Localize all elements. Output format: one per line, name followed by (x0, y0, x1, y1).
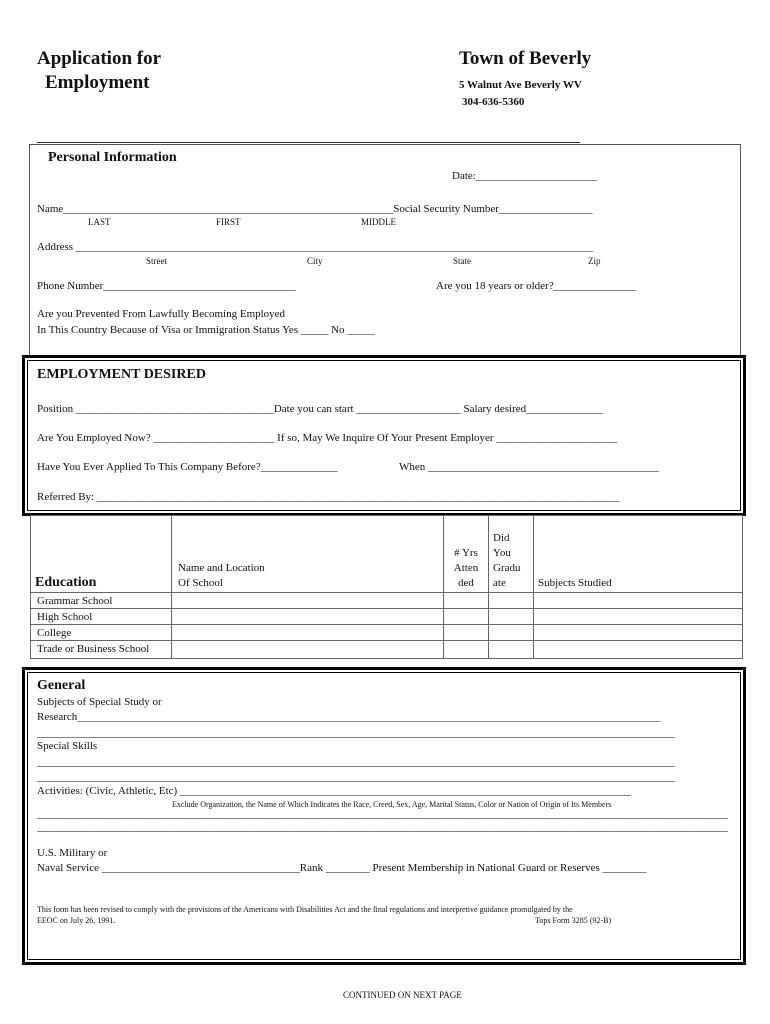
name-first-label: FIRST (216, 217, 241, 227)
special-study-label: Subjects of Special Study or (37, 696, 162, 708)
table-row (31, 609, 743, 625)
school-name-cell[interactable] (172, 609, 444, 625)
phone-field[interactable]: Phone Number___________________________________ (37, 280, 296, 292)
special-skills-label: Special Skills (37, 740, 98, 752)
age-field[interactable]: Are you 18 years or older?_______________ (436, 280, 637, 292)
row-label: College (31, 625, 172, 641)
col-subjects-studied: Subjects Studied (534, 516, 743, 593)
graduate-cell[interactable] (489, 609, 534, 625)
table-row (31, 641, 743, 659)
address-state-label: State (453, 256, 471, 266)
education-heading-cell (31, 516, 172, 593)
graduate-cell[interactable] (489, 625, 534, 641)
org-name: Town of Beverly (459, 48, 592, 69)
col-years-attended: # Yrs Atten ded (444, 516, 489, 593)
school-name-cell[interactable] (172, 593, 444, 609)
graduate-cell[interactable] (489, 641, 534, 659)
position-start-salary-field[interactable]: Position ____________________________________Date you can start ___________________ Salary desired______________ (37, 403, 604, 415)
activities-field-line3[interactable]: ————————————————————————————————————————————————————————————————————— (37, 825, 727, 837)
address-field[interactable]: Address ______________________________________________________________________________________________ (37, 241, 593, 253)
ada-footnote-line1: This form has been revised to comply with the provisions of the Americans with Disabilities Act and the final regulations and interpretive guidance promulgated by the (37, 905, 573, 914)
special-skills-field-line2[interactable]: ____________________________________________________________________________________________________________________ (37, 771, 675, 783)
header-divider (37, 142, 580, 143)
address-city-label: City (307, 256, 323, 266)
continued-notice: CONTINUED ON NEXT PAGE (343, 990, 462, 1000)
org-address: 5 Walnut Ave Beverly WV (459, 79, 582, 91)
form-number: Tops Form 3285 (92-B) (535, 916, 612, 925)
personal-info-heading: Personal Information (48, 150, 177, 165)
name-ssn-field[interactable]: Name____________________________________________________________Social Security Number_________________ (37, 203, 593, 215)
school-name-cell[interactable] (172, 641, 444, 659)
years-cell[interactable] (444, 593, 489, 609)
table-row (31, 593, 743, 609)
row-label: Grammar School (31, 593, 172, 609)
col-did-you-graduate: Did You Gradu ate (489, 516, 534, 593)
address-zip-label: Zip (588, 256, 601, 266)
applied-before-field[interactable]: Have You Ever Applied To This Company Before?______________ (37, 461, 338, 473)
table-row (31, 625, 743, 641)
activities-field[interactable]: Activities: (Civic, Athletic, Etc) __________________________________________________________________________________ (37, 785, 631, 797)
education-table (30, 515, 743, 659)
subjects-cell[interactable] (534, 593, 743, 609)
military-label: U.S. Military or (37, 847, 108, 859)
application-title-line1: Application for (37, 48, 162, 69)
school-name-cell[interactable] (172, 625, 444, 641)
visa-question-line1: Are you Prevented From Lawfully Becoming Employed (37, 308, 286, 320)
referred-by-field[interactable]: Referred By: _______________________________________________________________________________________________ (37, 491, 620, 503)
col-name-location: Name and Location Of School (172, 516, 444, 593)
years-cell[interactable] (444, 609, 489, 625)
graduate-cell[interactable] (489, 593, 534, 609)
employed-now-field[interactable]: Are You Employed Now? ______________________ If so, May We Inquire Of Your Present Employer ______________________ (37, 432, 618, 444)
subjects-cell[interactable] (534, 641, 743, 659)
subjects-cell[interactable] (534, 625, 743, 641)
application-title-line2: Employment (45, 72, 150, 93)
research-field-line2[interactable]: ____________________________________________________________________________________________________________________ (37, 727, 675, 739)
subjects-cell[interactable] (534, 609, 743, 625)
years-cell[interactable] (444, 641, 489, 659)
research-field[interactable]: Research__________________________________________________________________________________________________________ (37, 711, 661, 723)
exclude-note: Exclude Organization, the Name of Which Indicates the Race, Creed, Sex, Age, Marital Status, Color or Nation of Origin of Its Members (172, 800, 612, 809)
activities-field-line2[interactable]: ————————————————————————————————————————————————————————————————————— (37, 812, 727, 824)
special-skills-field-line1[interactable]: ____________________________________________________________________________________________________________________ (37, 756, 675, 768)
org-phone: 304-636-5360 (462, 96, 525, 108)
row-label: Trade or Business School (31, 641, 172, 659)
ada-footnote-line2: EEOC on July 26, 1991. (37, 916, 116, 925)
address-street-label: Street (146, 256, 167, 266)
date-field[interactable]: Date:______________________ (452, 170, 597, 182)
years-cell[interactable] (444, 625, 489, 641)
military-rank-guard-field[interactable]: Naval Service ____________________________________Rank ________ Present Membership in National Guard or Reserves ________ (37, 862, 647, 874)
general-heading: General (37, 678, 86, 693)
name-last-label: LAST (88, 217, 111, 227)
applied-when-field[interactable]: When __________________________________________ (399, 461, 660, 473)
education-heading: Education (35, 575, 97, 590)
employment-heading: EMPLOYMENT DESIRED (37, 367, 206, 382)
row-label: High School (31, 609, 172, 625)
name-middle-label: MIDDLE (361, 217, 396, 227)
visa-question-field[interactable]: In This Country Because of Visa or Immigration Status Yes _____ No _____ (37, 324, 375, 336)
